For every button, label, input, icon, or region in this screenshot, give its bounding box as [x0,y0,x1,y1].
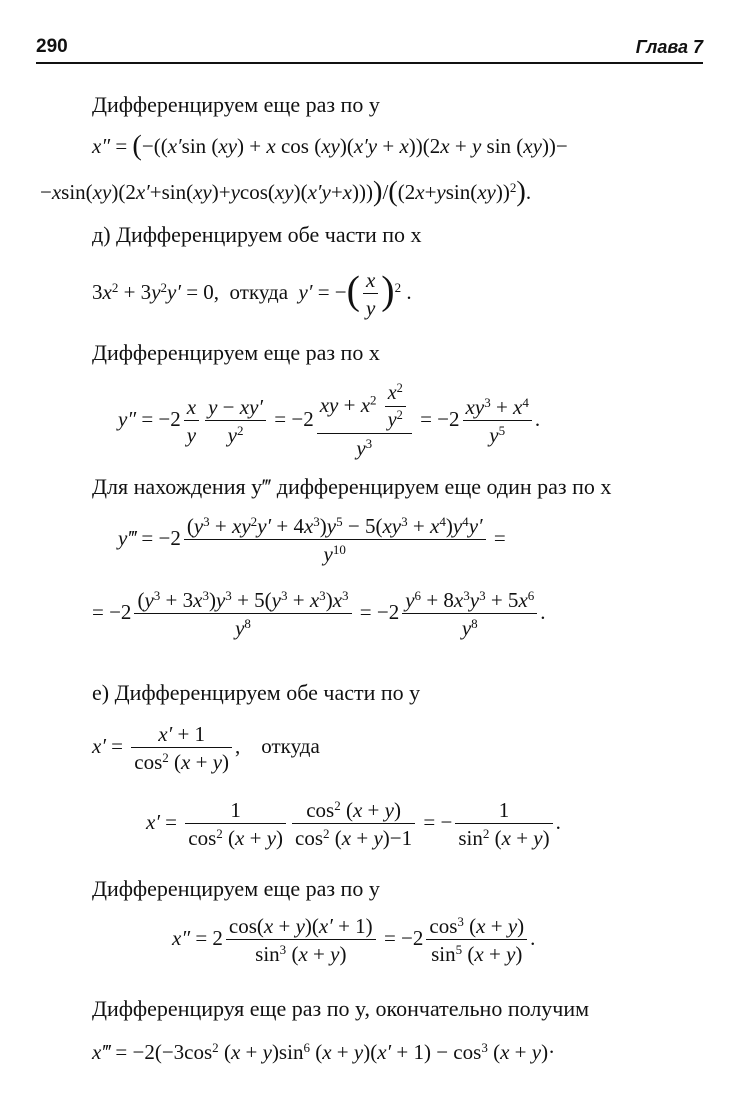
text-line-4: Для нахождения y‴ дифференцируем еще один раз по x [92,474,612,499]
chapter-title: Глава 7 [635,37,703,57]
formula-x-third: x‴ = $-2(-3\cos^2$ $(x + y)\sin^6$ $(x + y)(x' + 1) - \cos^3 (x + y)\cdot$ [92,1039,556,1064]
formula-y-third-part2: = −2 $\frac{(y^3 + 3x^3)y^3 + 5(y^3 + x^3)x^3}{y^8}$ = −2 $\frac{y^6 + 8x^3y^3 + 5x^6}{y^8}$ . [92,587,546,641]
text-line-5: е) Дифференцируем обе части по y [92,680,421,705]
formula-y-third-part1: y‴ = −2 $\frac{(y^3 + xy^2y' + 4x^3)y^5 - 5(xy^3 + x^4)y^4y'}{y^{10}}$ = [118,513,506,567]
formula-y-second: y″ = −2 $\frac{x}{y}$ $\frac{y - xy'}{y^2}$ = −2 xy + $x^2$ $\frac{x^2}{y^2}$ $y^3$ = −2 $\frac{xy^3 + x^4}{y^5}$ . [118,381,541,460]
text-line-6: Дифференцируем еще раз по y [92,876,380,901]
formula-x-prime: x′ = $\frac{x' + 1}{\cos^2 (x + y)}$ , откуда [92,722,320,775]
text-line-2: д) Дифференцируем обе части по x [92,222,422,247]
otkuda-label-2: откуда [261,733,320,758]
otkuda-label: откуда [229,279,289,304]
text-line-7: Дифференцируя еще раз по y, окончательно получим [92,996,590,1021]
formula-y-prime: $3x^2 + 3y^2y' = 0$, откуда y′ = −( $\frac{x}{y}$ )$^2$ . [92,267,412,321]
formula-x-second-part2: $-xsin(xy)(2x'+\sin(xy)+ycos(xy)(x'y+x))))/((2x+ysin(xy))^2)$. [40,176,532,208]
text-line-3: Дифференцируем еще раз по x [92,340,380,365]
formula-x-prime-result: x′ = $\frac{1}{\cos^2 (x + y)}$ $\frac{\cos^2 (x + y)}{\cos^2 (x + y)-1}$ = − $\frac{1}{\sin^2 (x + y)}$ . [146,797,561,851]
running-header [36,34,703,64]
formula-x-second-part1: x″ = (−((x′sin (xy) + x cos (xy)(x′y + x))(2x + y sin (xy))− [92,130,568,162]
formula-x-second: x″ = 2 $\frac{\cos(x + y)(x' + 1)}{\sin^3 (x + y)}$ = −2 $\frac{\cos^3 (x + y)}{\sin^5 (x + y)}$ . [172,913,536,967]
page-number: 290 [36,36,68,57]
text-line-1: Дифференцируем еще раз по y [92,92,380,117]
